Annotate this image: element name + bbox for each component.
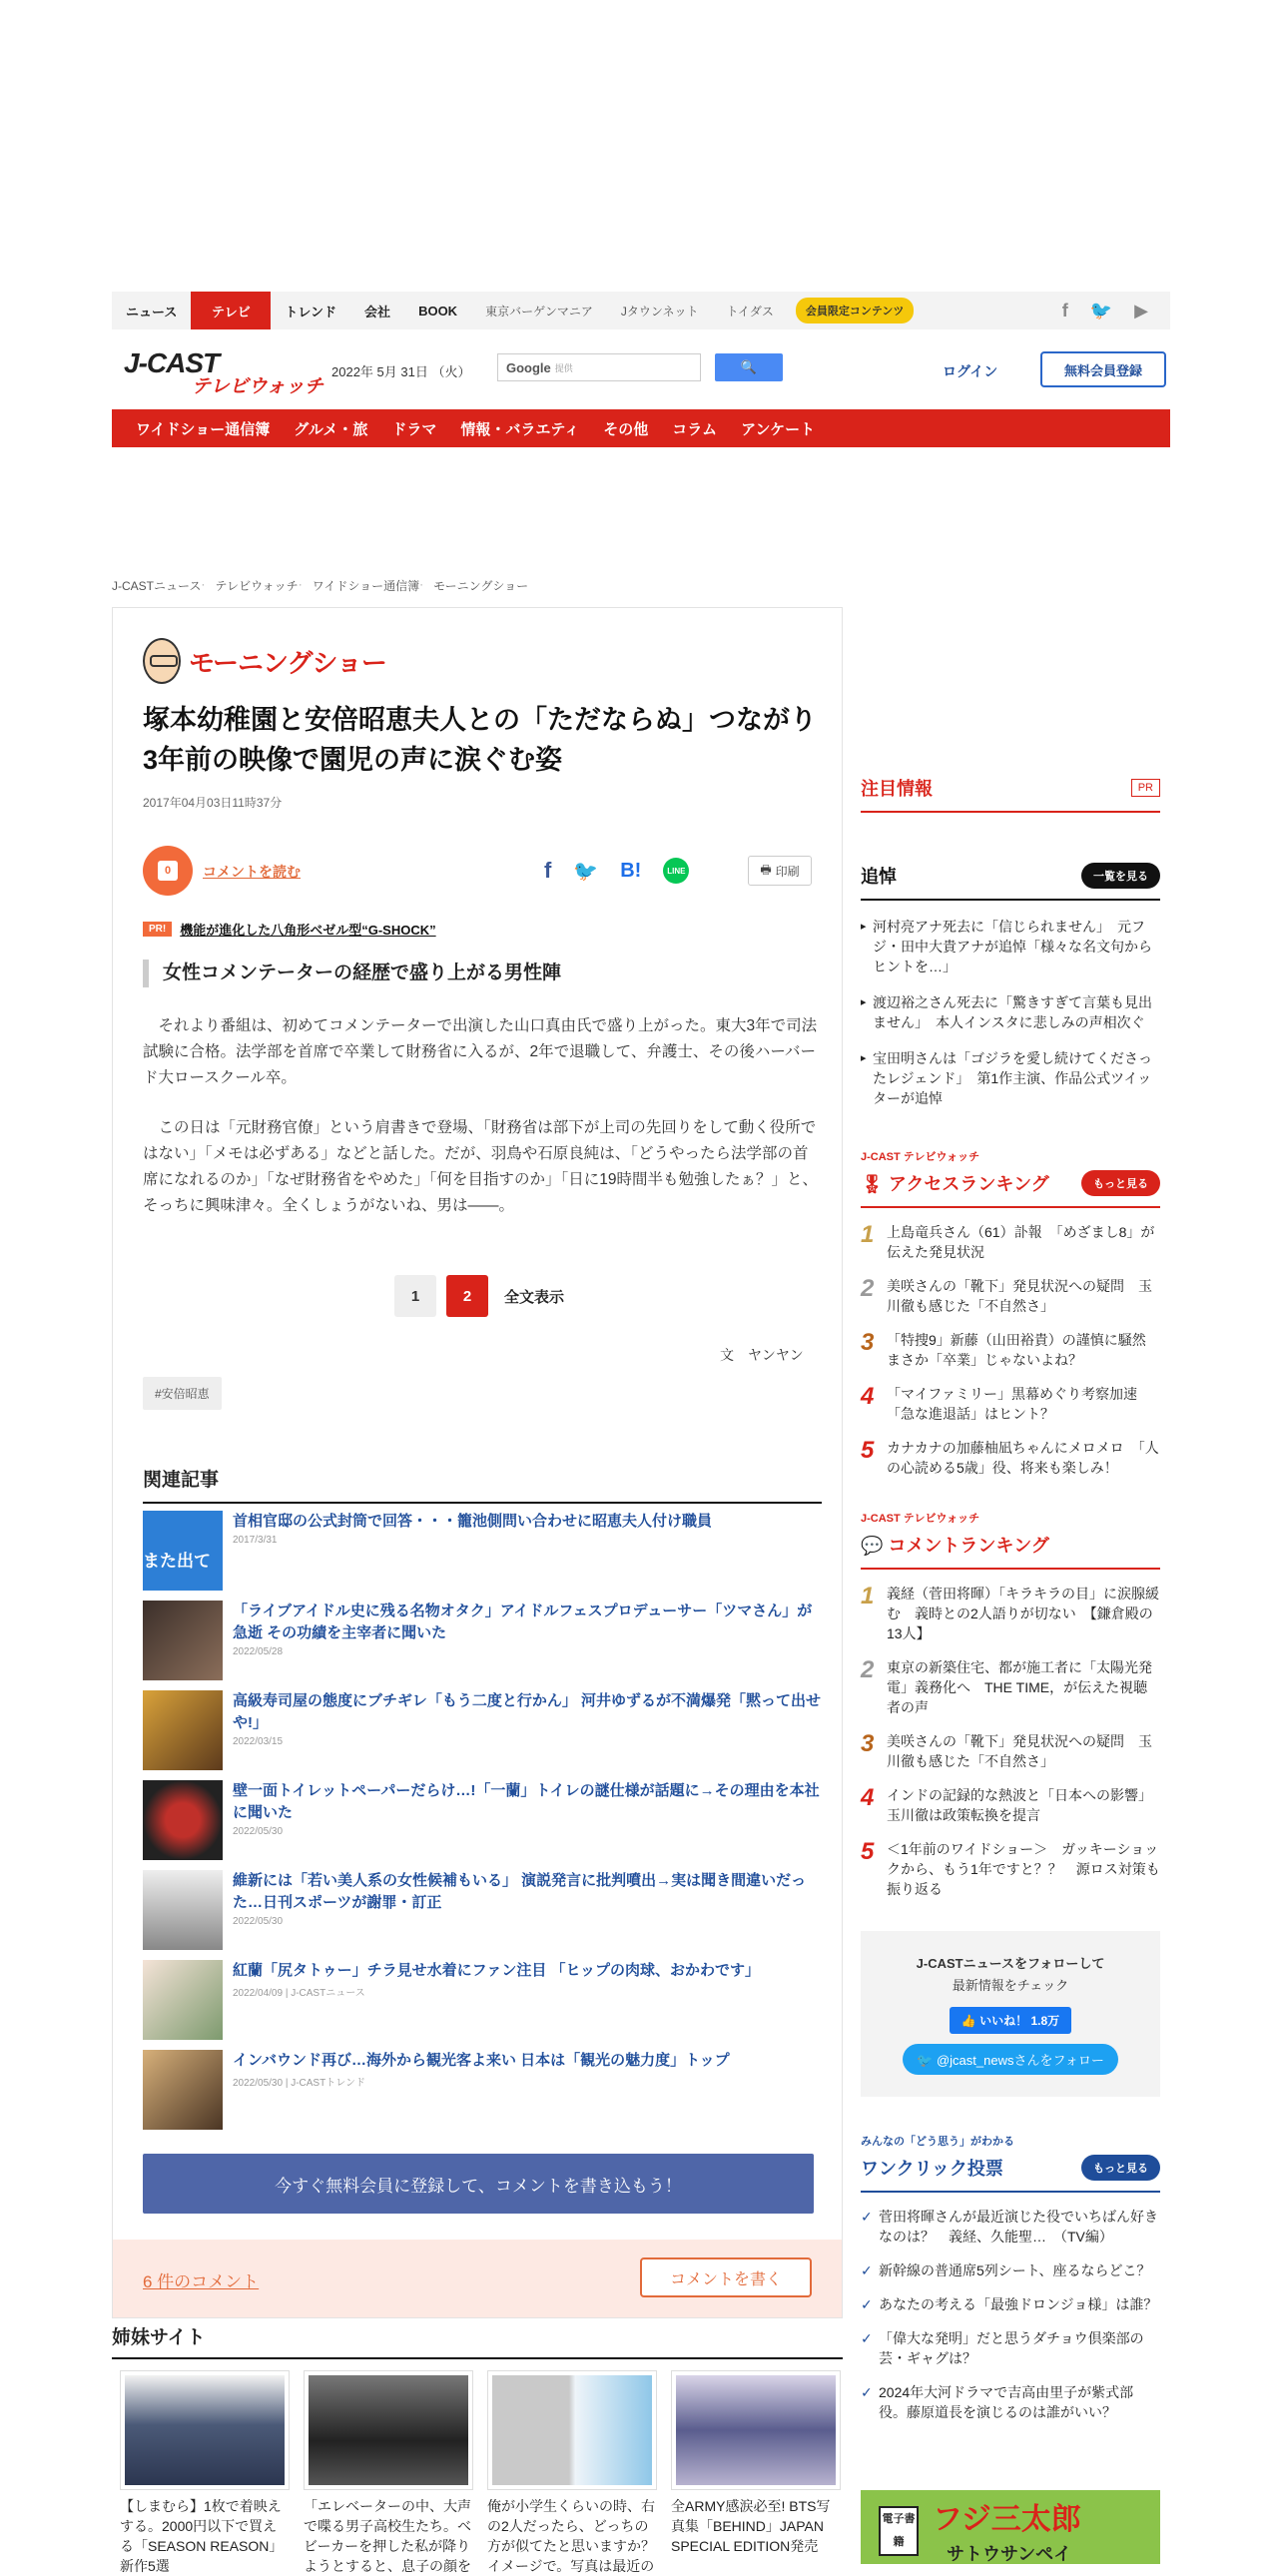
sister-site-card[interactable]: [671, 2370, 841, 2556]
cat-drama[interactable]: ドラマ: [391, 420, 437, 438]
sister-thumbnail: [487, 2370, 657, 2490]
ranking-item[interactable]: [861, 1438, 1160, 1478]
rank-number: 1: [861, 1221, 875, 1248]
show-all-link[interactable]: 全文表示: [504, 1288, 565, 1306]
rank-number: 3: [861, 1329, 875, 1356]
logo-main: J-CAST: [124, 347, 220, 378]
sister-text: 全ARMY感涙必至! BTS写真集「BEHIND」JAPAN SPECIAL EDITION発売: [671, 2498, 831, 2554]
logo-sub: テレビウォッチ: [192, 376, 323, 397]
related-date: 2022/05/30: [233, 1916, 284, 1927]
sidebar-pr: [861, 775, 1160, 813]
ranking-text: インドの記録的な熱波と「日本への影響」 玉川徹は政策転換を提言: [887, 1787, 1159, 1823]
breadcrumb-separator: ·: [419, 577, 424, 591]
rank-number: 2: [861, 1275, 875, 1302]
related-item[interactable]: [143, 1511, 822, 1601]
nav-tv[interactable]: テレビ: [191, 292, 271, 329]
sister-text: 俺が小学生くらいの時、右の2人だったら、どっちの方が似てたと思いますか？イメージで。写真は最近の: [487, 2498, 655, 2574]
facebook-like-button[interactable]: 👍 いいね！ 1.8万: [950, 2007, 1071, 2034]
member-content-button[interactable]: 会員限定コンテンツ: [796, 298, 914, 323]
nav-bargain[interactable]: 東京バーゲンマニア: [485, 304, 593, 319]
current-date: 2022年 5月 31日 （火）: [331, 364, 471, 379]
search-button[interactable]: 🔍: [715, 353, 783, 381]
rank-number: 1: [861, 1583, 875, 1610]
ad-title: フジ三太郎: [933, 2503, 1081, 2536]
sidebar-access-ranking: [861, 1148, 1160, 1478]
program-name: モーニングショー: [189, 647, 386, 678]
cat-wideshow[interactable]: ワイドショー通信簿: [136, 420, 271, 438]
ranking-item[interactable]: [861, 1731, 1160, 1771]
related-title: 首相官邸の公式封筒で回答・・・籠池側問い合わせに昭恵夫人付け職員: [233, 1513, 713, 1530]
breadcrumb-separator: ·: [298, 577, 303, 591]
related-item[interactable]: [143, 1780, 822, 1870]
vote-item[interactable]: ✓ あなたの考える「最強ドロンジョ様」は誰？: [861, 2294, 1160, 2314]
sidebar-memorial: [861, 863, 1160, 1108]
cat-other[interactable]: その他: [603, 420, 649, 438]
cat-gourmet[interactable]: グルメ・旅: [294, 420, 368, 438]
related-item[interactable]: [143, 1870, 822, 1960]
twitter-follow-button[interactable]: 🐦 @jcast_newsさんをフォロー: [903, 2044, 1118, 2075]
google-label: Google: [506, 359, 551, 375]
pr-text: 機能が進化した八角形ベゼル型“G-SHOCK”: [180, 923, 436, 938]
vote-item[interactable]: ✓ 2024年大河ドラマで吉高由里子が紫式部役。藤原道長を演じるのは誰がいい？: [861, 2382, 1160, 2422]
search-input[interactable]: [497, 353, 701, 381]
sister-text: 「エレベーターの中、大声で喋る男子高校生たち。ベビーカーを押した私が降りようとすると、息子の顔を: [304, 2498, 471, 2574]
printer-icon: 🖶: [760, 862, 772, 877]
nav-company[interactable]: 会社: [364, 304, 391, 320]
comment-bar: [113, 2240, 842, 2317]
memorial-more-button[interactable]: 一覧を見る: [1081, 863, 1160, 889]
cat-column[interactable]: コラム: [672, 420, 718, 438]
cat-variety[interactable]: 情報・バラエティ: [460, 420, 580, 438]
breadcrumb-item[interactable]: モーニングショー: [433, 579, 529, 593]
ad-subtitle: サトウサンペイ: [947, 2544, 1072, 2564]
tag-chip[interactable]: #安倍昭恵: [143, 1377, 222, 1410]
vote-list: [861, 2207, 1160, 2422]
article-paragraph: この日は「元財務官僚」という肩書きで登場、「財務省は部下が上司の先回りをして動く役所ではない」「メモは必ずある」などと話した。だが、羽鳥や石原良純は、「どうやったら法学部の首席になれるのか」「なぜ財務省をやめた」「何を目指すのか」「日に19時間半も勉強したぁ？」と、そっちに興味津々。全くしょうがないね、男は――。: [143, 1119, 818, 1214]
related-thumbnail: [143, 1780, 223, 1860]
access-ranking-subtitle: J-CAST テレビウォッチ: [861, 1151, 980, 1163]
twitter-icon[interactable]: 🐦: [1089, 300, 1113, 321]
pr-badge: PR!: [143, 922, 172, 937]
ad-label: 電子書籍: [879, 2506, 919, 2556]
ranking-text: 東京の新築住宅、都が施工者に「太陽光発電」義務化へ THE TIME，が伝えた視聴者の声: [887, 1659, 1152, 1715]
related-thumbnail: [143, 1870, 223, 1950]
article-date: 2017年04月03日11時37分: [143, 796, 283, 810]
cat-survey[interactable]: アンケート: [741, 420, 816, 438]
facebook-icon[interactable]: f: [1061, 300, 1068, 321]
vote-header: [861, 2155, 1160, 2193]
ranking-text: 「マイファミリー」黒幕めぐり考察加速「急な進退話」はヒント？: [887, 1386, 1138, 1422]
memorial-item[interactable]: ▸ 河村亮アナ死去に「信じられません」 元フジ・田中大貴アナが追悼「様々な名文句からヒントを…」: [861, 917, 1160, 976]
article-subhead: 女性コメンテーターの経歴で盛り上がる男性陣: [143, 960, 822, 987]
rank-number: 5: [861, 1437, 875, 1464]
hatena-bookmark-icon[interactable]: B!: [620, 859, 642, 882]
sister-thumbnail: [304, 2370, 473, 2490]
rank-number: 4: [861, 1784, 875, 1811]
write-comment-button[interactable]: コメントを書く: [640, 2257, 812, 2297]
sister-site-card[interactable]: [487, 2370, 657, 2576]
pr-link[interactable]: [143, 920, 436, 939]
rank-number: 5: [861, 1838, 875, 1865]
ranking-item[interactable]: [861, 1330, 1160, 1370]
breadcrumb-item[interactable]: ワイドショー通信簿: [312, 579, 420, 593]
comment-ranking-header: [861, 1532, 1160, 1570]
sidebar-comment-ranking: [861, 1510, 1160, 1899]
memorial-item[interactable]: ▸ 渡辺裕之さん死去に「驚きすぎて言葉も見出ません」 本人インスタに悲しみの声相次ぐ: [861, 992, 1160, 1032]
article-paragraph: それより番組は、初めてコメンテーターで出演した山口真由氏で盛り上がった。東大3年で司法試験に合格。法学部を首席で卒業して財務省に入るが、2年で退職して、弁護士、その後ハーバード大ロースクール卒。: [143, 1017, 818, 1086]
vote-subtitle: みんなの「どう思う」がわかる: [861, 2136, 1014, 2148]
speech-bubble-icon: 💬: [861, 1536, 884, 1556]
related-title: 壁一面トイレットペーパーだらけ…!「一蘭」トイレの謎仕様が話題に→その理由を本社に聞いた: [233, 1782, 820, 1821]
follow-text: J-CASTニュースをフォローして 最新情報をチェック: [916, 1956, 1105, 1993]
ranking-item[interactable]: [861, 1584, 1160, 1643]
ranking-item[interactable]: [861, 1657, 1160, 1717]
breadcrumb-item[interactable]: J-CASTニュース: [112, 579, 202, 593]
comment-count-link[interactable]: 6 件のコメント: [143, 2272, 260, 2291]
program-logo[interactable]: [143, 638, 386, 684]
access-ranking-header: [861, 1170, 1160, 1208]
related-thumbnail: [143, 1960, 223, 2040]
sister-site-card[interactable]: [120, 2370, 290, 2576]
related-item[interactable]: [143, 1601, 822, 1690]
access-ranking-title: 🎖 アクセスランキング: [861, 1174, 1049, 1194]
rank-number: 2: [861, 1656, 875, 1683]
related-heading: 関連記事: [143, 1465, 822, 1504]
sister-site-card[interactable]: [304, 2370, 473, 2576]
comment-ranking-subtitle: J-CAST テレビウォッチ: [861, 1513, 980, 1525]
twitter-share-icon[interactable]: 🐦: [573, 860, 599, 883]
register-comment-cta[interactable]: 今すぐ無料会員に登録して、コメントを書き込もう！: [143, 2154, 814, 2214]
ranking-item[interactable]: [861, 1276, 1160, 1316]
register-button[interactable]: 無料会員登録: [1040, 351, 1166, 387]
search-provider-note: 提供: [554, 362, 573, 373]
related-date: 2022/05/30: [233, 1826, 284, 1837]
related-item[interactable]: [143, 1690, 822, 1780]
rank-number: 3: [861, 1730, 875, 1757]
memorial-title: 追悼: [861, 867, 897, 887]
vote-item[interactable]: ✓ 「偉大な発明」だと思うダチョウ倶楽部の芸・ギャグは？: [861, 2328, 1160, 2368]
print-label: 印刷: [775, 864, 800, 879]
follow-box: [861, 1931, 1160, 2097]
vote-item[interactable]: ✓ 菅田将暉さんが最近演じた役でいちばん好きなのは？ 義経、久能聖… （TV編）: [861, 2207, 1160, 2247]
breadcrumb: [112, 577, 528, 594]
article-title: 塚本幼稚園と安倍昭恵夫人との「ただならぬ」つながり 3年前の映像で園児の声に涙ぐむ姿: [143, 705, 844, 775]
ranking-text: カナカナの加藤柚凪ちゃんにメロメロ 「人の心読める5歳」役、将来も楽しみ！: [887, 1440, 1159, 1476]
comment-count-badge: 0: [158, 861, 178, 881]
vote-title: ワンクリック投票: [861, 2159, 1003, 2179]
memorial-list: [861, 917, 1160, 1108]
pagination: [394, 1275, 564, 1317]
ranking-text: 美咲さんの「靴下」発見状況への疑問 玉川徹も感じた「不自然さ」: [887, 1278, 1152, 1314]
related-list: [143, 1511, 822, 2140]
line-share-icon[interactable]: LINE: [663, 858, 689, 884]
comment-icon[interactable]: [143, 846, 193, 896]
related-title: 高級寿司屋の態度にブチギレ「もう二度と行かん」 河井ゆずるが不満爆発「黙って出せや!」: [233, 1692, 822, 1731]
related-title: 紅蘭「尻タトゥー」チラ見せ水着にファン注目 「ヒップの肉球、おかわです」: [233, 1962, 761, 1979]
access-ranking-more-button[interactable]: もっと見る: [1081, 1170, 1160, 1196]
ranking-text: ＜1年前のワイドショー＞ ガッキーショックから、もう1年ですと？？ 源ロス対策も振り返る: [887, 1841, 1160, 1897]
related-title: 「ライブアイドル史に残る名物オタク」アイドルフェスプロデューサー「ツマさん」が急逝 その功績を主宰者に聞いた: [233, 1603, 813, 1641]
ranking-text: 義経（菅田将暉）「キラキラの目」に涙腺緩む 義時との2人語りが切ない 【鎌倉殿の13人】: [887, 1586, 1159, 1641]
access-ranking-list: [861, 1222, 1160, 1478]
pr-label: PR: [1131, 779, 1160, 797]
related-date: 2022/04/09 | J-CASTニュース: [233, 1988, 365, 1999]
ranking-text: 美咲さんの「靴下」発見状況への疑問 玉川徹も感じた「不自然さ」: [887, 1733, 1152, 1769]
pr-section-title: 注目情報: [861, 779, 933, 799]
ranking-text: 「特捜9」新藤（山田裕貴）の謹慎に騒然 まさか「卒業」じゃないよね？: [887, 1332, 1160, 1368]
ranking-item[interactable]: [861, 1222, 1160, 1262]
read-comments-link[interactable]: コメントを読む: [203, 864, 301, 880]
print-button[interactable]: [748, 856, 812, 886]
ranking-item[interactable]: [861, 1384, 1160, 1424]
site-header: [112, 339, 1170, 399]
article-card: [112, 607, 843, 2318]
site-logo[interactable]: [124, 347, 323, 397]
nav-jtown[interactable]: Jタウンネット: [620, 304, 699, 319]
related-date: 2022/05/28: [233, 1646, 284, 1657]
page-2-button[interactable]: 2: [446, 1275, 488, 1317]
related-title: インバウンド再び…海外から観光客よ来い 日本は「観光の魅力度」トップ: [233, 2052, 730, 2069]
related-item[interactable]: [143, 1960, 822, 2050]
author-credit: 文 ヤンヤン: [720, 1347, 804, 1363]
related-date: 2022/05/30 | J-CASTトレンド: [233, 2078, 365, 2089]
related-thumbnail: また出て: [143, 1511, 223, 1591]
share-buttons: [544, 858, 689, 884]
related-date: 2017/3/31: [233, 1535, 278, 1546]
sister-thumbnail: [120, 2370, 290, 2490]
memorial-item[interactable]: ▸ 宝田明さんは「ゴジラを愛し続けてくださったレジェンド」 第1作主演、作品公式ツイッターが追悼: [861, 1048, 1160, 1108]
ranking-item[interactable]: [861, 1785, 1160, 1825]
caricature-icon: [143, 638, 181, 684]
related-item[interactable]: [143, 2050, 822, 2140]
social-links: [1062, 301, 1170, 322]
vote-item[interactable]: ✓ 新幹線の普通席5列シート、座るならどこ？: [861, 2260, 1160, 2280]
related-title: 維新には「若い美人系の女性候補もいる」 演説発言に批判噴出→実は聞き間違いだった…日刊スポーツが謝罪・訂正: [233, 1872, 807, 1911]
login-link[interactable]: ログイン: [943, 363, 998, 379]
sidebar-vote: [861, 2133, 1160, 2422]
category-nav: [112, 409, 1170, 447]
comment-ranking-list: [861, 1584, 1160, 1899]
ebook-ad-banner[interactable]: [861, 2490, 1160, 2564]
pr-section-header: [861, 775, 1160, 813]
sister-thumbnail: [671, 2370, 841, 2490]
youtube-icon[interactable]: ▶: [1134, 300, 1148, 321]
ranking-text: 上島竜兵さん（61）訃報 「めざまし8」が伝えた発見状況: [887, 1224, 1155, 1260]
nav-book[interactable]: BOOK: [418, 303, 458, 319]
rank-number: 4: [861, 1383, 875, 1410]
top-nav: [112, 292, 1170, 329]
award-icon: 🎖: [861, 1174, 884, 1194]
page-1-button[interactable]: 1: [394, 1275, 436, 1317]
nav-news[interactable]: ニュース: [126, 304, 178, 320]
ranking-item[interactable]: [861, 1839, 1160, 1899]
facebook-share-icon[interactable]: f: [544, 858, 552, 883]
related-thumbnail: [143, 1601, 223, 1680]
nav-toidas[interactable]: トイダス: [726, 304, 774, 319]
nav-trend[interactable]: トレンド: [285, 304, 337, 320]
breadcrumb-separator: ·: [201, 577, 206, 591]
comment-ranking-title: 💬 コメントランキング: [861, 1536, 1049, 1556]
related-thumbnail: [143, 2050, 223, 2130]
vote-more-button[interactable]: もっと見る: [1081, 2155, 1160, 2181]
sister-text: 【しまむら】1枚で着映えする。2000円以下で買える「SEASON REASON」新作5選: [120, 2498, 284, 2574]
related-date: 2022/03/15: [233, 1736, 284, 1747]
sister-sites-heading: 姉妹サイト: [112, 2322, 843, 2359]
memorial-header: [861, 863, 1160, 901]
related-thumbnail: [143, 1690, 223, 1770]
breadcrumb-item[interactable]: テレビウォッチ: [215, 579, 299, 593]
